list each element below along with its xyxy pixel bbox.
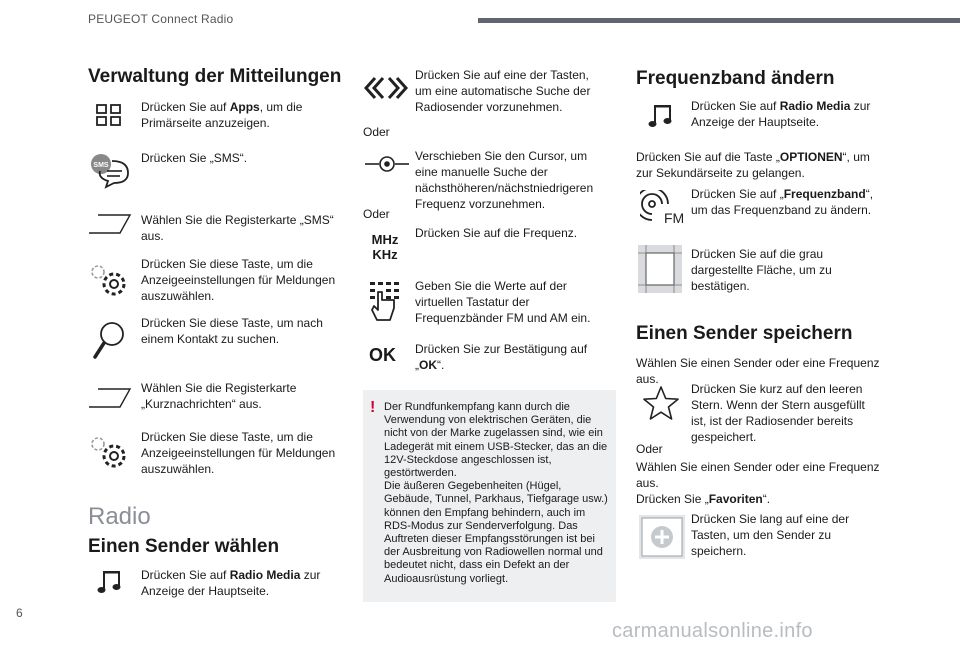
para-select-2: Wählen Sie einen Sender oder eine Frequenz aus. <box>636 460 880 490</box>
grey-area-icon <box>638 245 682 293</box>
step-band: Drücken Sie auf „Frequenzband“, um das Frequenzband zu ändern. <box>691 187 874 217</box>
sms-bubble-icon <box>90 153 132 189</box>
ok-icon: OK <box>369 345 396 365</box>
music-note-icon <box>97 569 123 595</box>
step-search: Drücken Sie diese Taste, um nach einem Kontakt zu suchen. <box>141 316 323 346</box>
mhz-label: MHz <box>371 232 399 247</box>
header-label: PEUGEOT Connect Radio <box>88 12 234 26</box>
mhz-khz-icon <box>368 232 402 262</box>
watermark: carmanualsonline.info <box>612 620 813 642</box>
step-settings-1: Drücken Sie diese Taste, um die Anzeigeeinstellungen für Meldungen auszuwählen. <box>141 257 336 303</box>
settings-gears-icon <box>88 434 130 470</box>
step-auto-search: Drücken Sie auf eine der Tasten, um eine automatische Suche der Radiosender vorzunehmen. <box>415 68 591 114</box>
section-radio: Radio <box>88 503 151 530</box>
fm-broadcast-icon <box>640 190 684 226</box>
khz-label: KHz <box>372 247 398 262</box>
step-manual-search: Verschieben Sie den Cursor, um eine manuelle Suche der nächsthöheren/nächstniedrigeren Frequenz vorzunehmen. <box>415 149 594 211</box>
section-title-band: Frequenzband ändern <box>636 68 835 89</box>
seek-arrows-icon <box>363 76 409 100</box>
oder-3: Oder <box>636 442 663 456</box>
warning-exclamation-icon: ! <box>370 399 376 416</box>
step-frequency: Drücken Sie auf die Frequenz. <box>415 226 578 240</box>
step-apps: Drücken Sie auf Apps, um die Primärseite anzuzeigen. <box>141 100 303 130</box>
frequency-slider-icon <box>364 155 410 173</box>
para-favorites: Drücken Sie „Favoriten“. <box>636 492 771 506</box>
step-star: Drücken Sie kurz auf den leeren Stern. Wenn der Stern ausgefüllt ist, ist der Radiosender bereits gespeichert. <box>691 382 865 444</box>
step-radio-media-2: Drücken Sie auf Radio Media zur Anzeige der Hauptseite. <box>691 99 871 129</box>
step-keypad: Geben Sie die Werte auf der virtuellen Tastatur der Frequenzbänder FM und AM ein. <box>415 279 591 325</box>
step-options: Drücken Sie auf die Taste „OPTIONEN“, um zur Sekundärseite zu gelangen. <box>636 150 870 180</box>
section-title-save: Einen Sender speichern <box>636 323 853 344</box>
step-sms: Drücken Sie „SMS“. <box>141 151 248 165</box>
subtitle-select-station: Einen Sender wählen <box>88 536 280 557</box>
step-tab-short: Wählen Sie die Registerkarte „Kurznachrichten“ aus. <box>141 381 297 411</box>
step-radio-media-1: Drücken Sie auf Radio Media zur Anzeige der Hauptseite. <box>141 568 321 598</box>
apps-grid-icon <box>96 104 122 126</box>
step-tab-sms: Wählen Sie die Registerkarte „SMS“ aus. <box>141 213 334 243</box>
page-number: 6 <box>16 606 23 620</box>
step-long-press: Drücken Sie lang auf eine der Tasten, um den Sender zu speichern. <box>691 512 850 558</box>
sms-icon-label: SMS <box>93 162 109 169</box>
step-ok: Drücken Sie zur Bestätigung auf „OK“. <box>415 342 588 372</box>
step-grey-area: Drücken Sie auf die grau dargestellte Fläche, um zu bestätigen. <box>691 247 832 293</box>
settings-gears-icon <box>88 262 130 298</box>
keypad-hand-icon <box>366 280 402 326</box>
warning-text: Der Rundfunkempfang kann durch die Verwendung von elektrischen Geräten, die nicht von der Marke zugelassen sind, wie ein Ladegerät mit einem USB-Stecker, das an die 12V-Steckdose angeschlossen ist, gestörtwerden. Die äußeren Gegebenheiten (Hügel, Gebäude, Tunnel, Parkhaus, Tiefgarage usw.) können den Empfang behindern, auch im RDS-Modus zur Senderverfolgung. Das Auftreten dieser Empfangsstörungen ist bei der Ausbreitung von Radiowellen normal und bedeutet nicht, dass ein Defekt an der Audioausrüstung vorliegt. <box>384 401 608 585</box>
oder-2: Oder <box>363 207 390 221</box>
section-title-messages: Verwaltung der Mitteilungen <box>88 66 342 87</box>
step-settings-2: Drücken Sie diese Taste, um die Anzeigeeinstellungen für Meldungen auszuwählen. <box>141 430 336 476</box>
header-bar <box>478 18 960 23</box>
magnifier-icon <box>92 320 128 360</box>
tab-icon <box>88 388 132 408</box>
plus-square-icon <box>639 515 685 559</box>
star-outline-icon <box>641 385 681 421</box>
tab-icon <box>88 214 132 234</box>
fm-label: FM <box>664 210 684 226</box>
para-select-1: Wählen Sie einen Sender oder eine Frequenz aus. <box>636 356 880 386</box>
music-note-icon <box>648 103 674 129</box>
oder-1: Oder <box>363 125 390 139</box>
